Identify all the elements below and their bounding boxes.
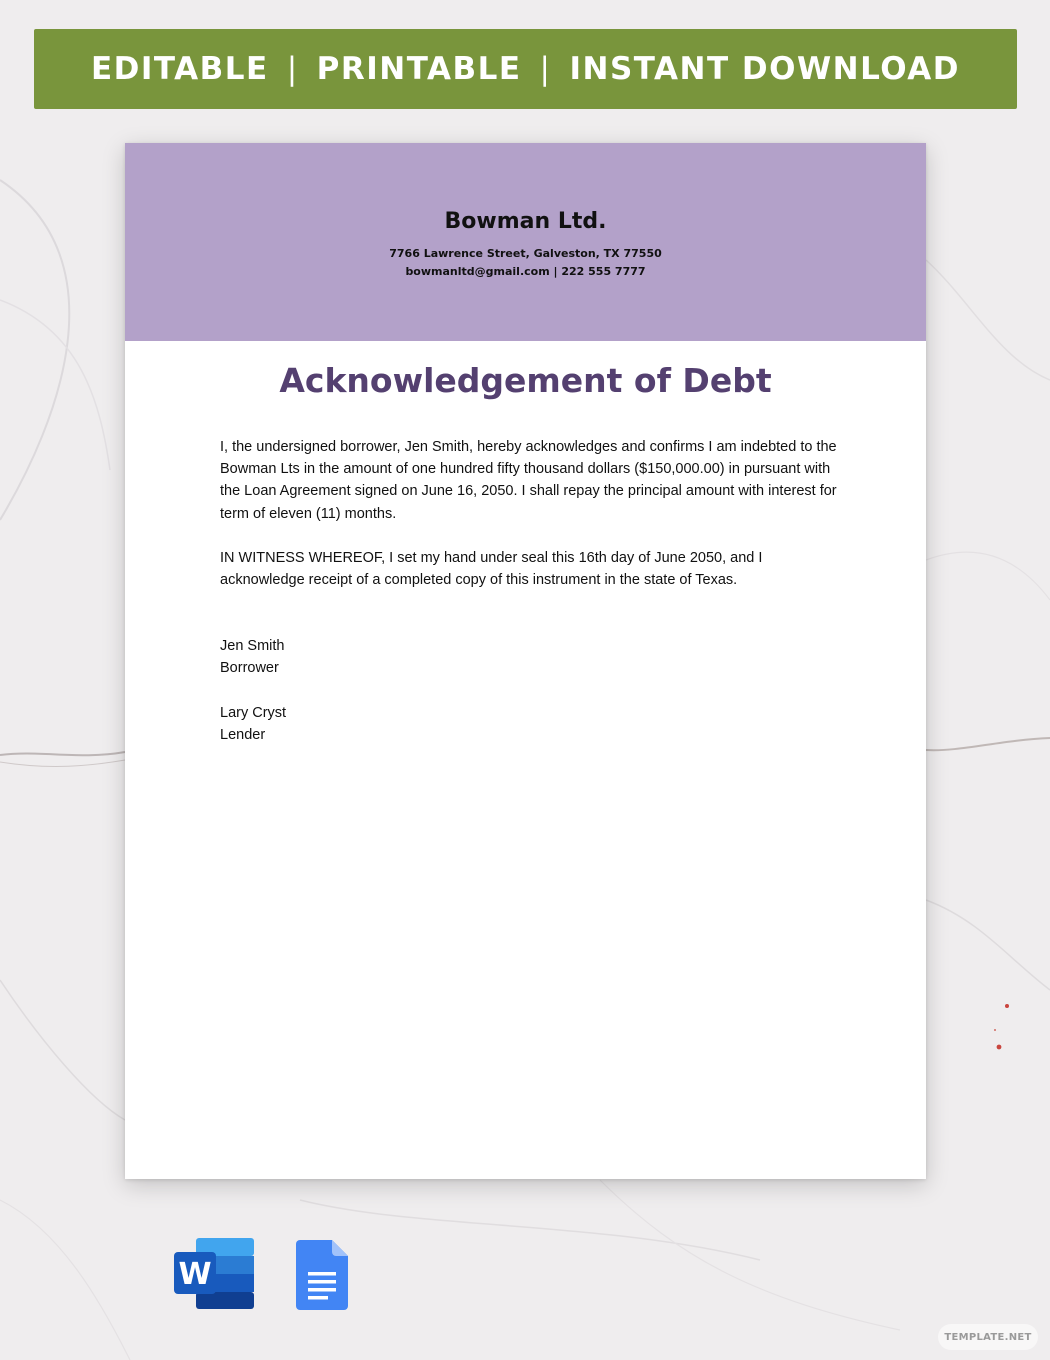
borrower-role: Borrower <box>220 660 279 677</box>
feature-banner <box>34 29 1017 109</box>
borrower-name: Jen Smith <box>220 638 285 655</box>
banner-editable: EDITABLE <box>90 51 269 87</box>
document-title: Acknowledgement of Debt <box>279 361 772 400</box>
template-net-badge <box>938 1324 1038 1350</box>
company-contact: bowmanltd@gmail.com | 222 555 7777 <box>405 265 646 278</box>
company-name: Bowman Ltd. <box>444 209 607 234</box>
brand-label: TEMPLATE.NET <box>944 1331 1032 1343</box>
company-address: 7766 Lawrence Street, Galveston, TX 77550 <box>389 247 662 260</box>
letterhead <box>125 143 926 341</box>
lender-name: Lary Cryst <box>220 704 287 721</box>
microsoft-word-icon <box>174 1238 254 1310</box>
witness-paragraph: IN WITNESS WHEREOF, I set my hand under seal this 16th day of June 2050, and I acknowledge receipt of a completed copy of this instrument in the state of Texas. <box>220 549 763 589</box>
compatible-apps <box>174 1238 354 1310</box>
document-page <box>125 143 926 1179</box>
word-letter: W <box>178 1257 212 1292</box>
banner-separator: | <box>286 51 299 87</box>
banner-separator: | <box>539 51 552 87</box>
document-body <box>220 436 845 746</box>
banner-instant-download: INSTANT DOWNLOAD <box>569 51 961 87</box>
acknowledgement-paragraph: I, the undersigned borrower, Jen Smith, hereby acknowledges and confirms I am indebted to the Bowman Lts in the amount of one hundred fifty thousand dollars ($150,000.00) in pursuant with the Loan Agreement signed on June 16, 2050. I shall repay the principal amount with interest for term of eleven (11) months. <box>220 439 837 522</box>
banner-printable: PRINTABLE <box>316 51 522 87</box>
google-docs-icon <box>296 1240 348 1310</box>
lender-role: Lender <box>220 726 266 743</box>
